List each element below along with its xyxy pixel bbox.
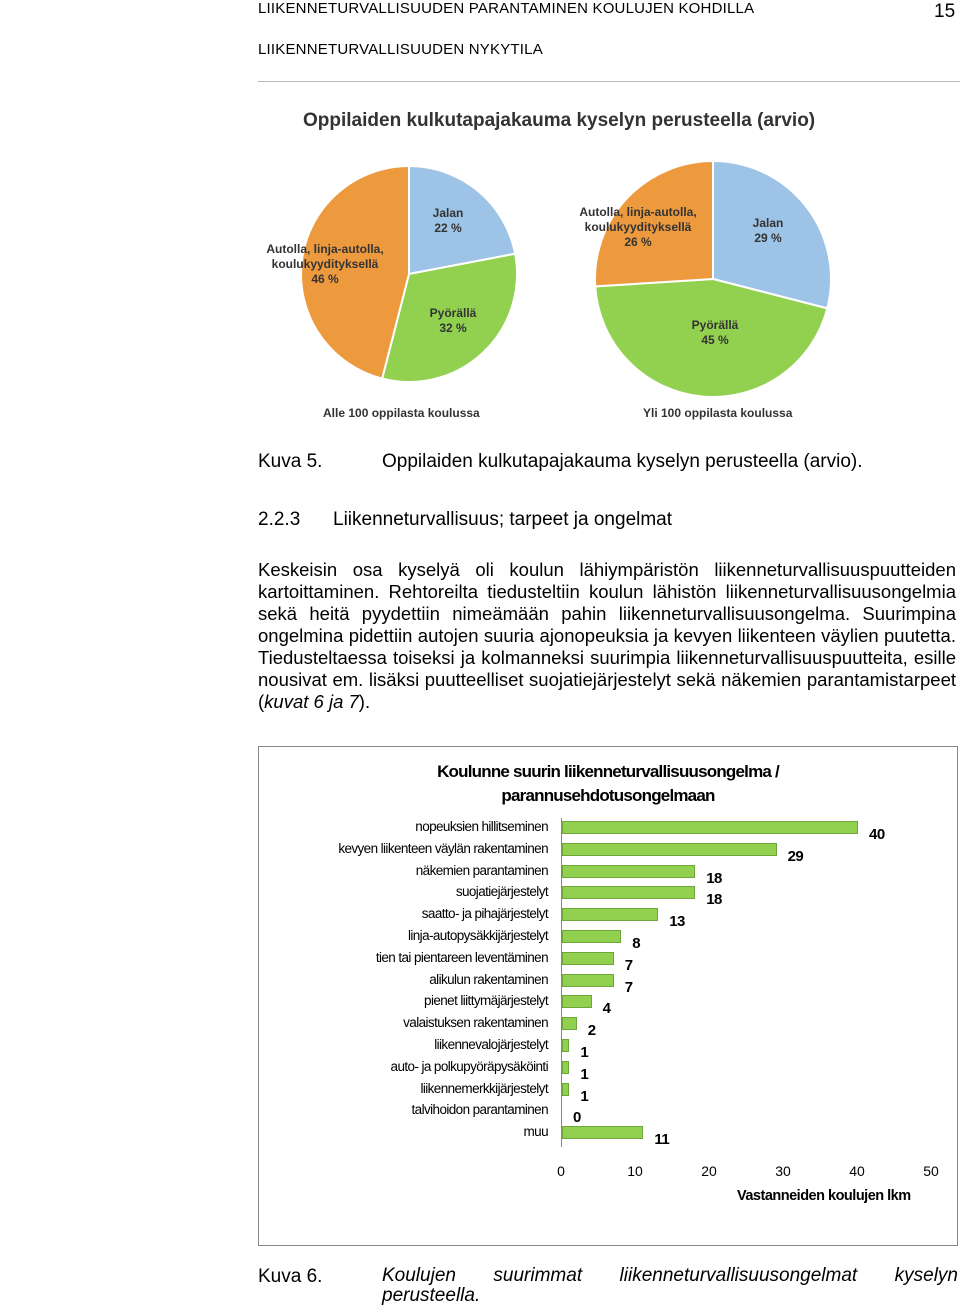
bar-value-label: 40 <box>869 826 885 843</box>
figure6-caption-text: Koulujen suurimmat liikenneturvallisuusongelmat kyselyn perusteella. <box>382 1265 958 1306</box>
bar-category-label: auto- ja polkupyöräpysäköinti <box>390 1058 548 1074</box>
pie2-label-jalan: Jalan 29 % <box>752 216 784 245</box>
bar-category-label: näkemien parantaminen <box>415 862 548 878</box>
bar-5 <box>562 930 621 943</box>
pie1-label-jalan: Jalan 22 % <box>432 206 464 235</box>
bar-value-label: 1 <box>580 1065 589 1083</box>
bar-category-label: pienet liittymäjärjestelyt <box>424 993 548 1009</box>
bar-value-label: 11 <box>654 1131 670 1149</box>
bar-category-label: muu <box>523 1124 548 1140</box>
bar-category-label: alikulun rakentaminen <box>429 971 548 987</box>
bar-3 <box>562 886 695 899</box>
pie1-label-pyoralla: Pyörällä 32 % <box>429 306 477 335</box>
section-number: 2.2.3 <box>258 509 301 530</box>
section-title: Liikenneturvallisuus; tarpeet ja ongelmat <box>333 509 673 530</box>
bar-category-label: talvihoidon parantaminen <box>411 1102 548 1118</box>
figure6-caption-number: Kuva 6. <box>258 1266 323 1287</box>
bar-value-label: 7 <box>624 978 633 996</box>
bar-6 <box>562 952 614 965</box>
bar-9 <box>562 1017 577 1030</box>
bar-10 <box>562 1039 569 1052</box>
pie-chart-large-schools <box>590 160 840 410</box>
bar-category-label: nopeuksien hillitseminen <box>415 819 548 834</box>
bar-2 <box>562 865 695 878</box>
bar-0 <box>562 821 858 834</box>
bar-value-label: 18 <box>706 869 722 887</box>
running-header-title: LIIKENNETURVALLISUUDEN PARANTAMINEN KOULUJEN KOHDILLA <box>258 0 755 17</box>
pie1-caption: Alle 100 oppilasta koulussa <box>323 406 480 420</box>
bar-value-label: 1 <box>580 1087 589 1105</box>
pie2-caption: Yli 100 oppilasta koulussa <box>643 406 793 420</box>
x-tick-label: 30 <box>775 1163 791 1179</box>
bar-category-label: kevyen liikenteen väylän rakentaminen <box>338 840 548 856</box>
bar-category-label: tien tai pientareen leventäminen <box>375 949 548 965</box>
x-tick-label: 40 <box>849 1163 865 1179</box>
x-tick-label: 0 <box>557 1163 565 1179</box>
x-tick-label: 10 <box>627 1163 643 1179</box>
bar-value-label: 4 <box>602 1000 611 1018</box>
bar-14 <box>562 1126 643 1139</box>
bar-value-label: 2 <box>587 1022 596 1040</box>
x-tick-label: 20 <box>701 1163 717 1179</box>
bar-value-label: 13 <box>669 913 685 931</box>
bar-1 <box>562 843 777 856</box>
body-paragraph: Keskeisin osa kyselyä oli koulun lähiympäristön liikenneturvallisuuspuutteiden kartoittaminen. Rehtoreilta tiedusteltiin koulun lähistön liikenneturvallisuusongelmia sekä heitä pyydettiin nimeämään pahin liikenneturvallisuusongelma. Suurimpina ongelmina pidettiin autojen suuria ajonopeuksia ja kevyen liikenteen väylien puutetta. Tiedusteltaessa toiseksi ja kolmanneksi suurimpia liikenneturvallisuuspuutteita, esille nousivat em. lisäksi puutteelliset suojatiejärjestelyt sekä näkemien parantamistarpeet (kuvat 6 ja 7). <box>258 559 956 712</box>
bar-category-label: linja-autopysäkkijärjestelyt <box>407 928 548 943</box>
bar-12 <box>562 1083 569 1096</box>
figure5-caption-number: Kuva 5. <box>258 451 323 472</box>
pie1-label-autolla: Autolla, linja-autolla, koulukyyditykseIlä 46 % <box>266 242 384 286</box>
page-number: 15 <box>934 1 956 22</box>
bar-value-label: 29 <box>787 847 804 865</box>
figure5-caption-text: Oppilaiden kulkutapajakauma kyselyn perusteella (arvio). <box>382 451 863 472</box>
bar-category-label: liikennevalojärjestelyt <box>434 1037 548 1052</box>
bar-value-label: 1 <box>580 1044 589 1061</box>
running-header-subtitle: LIIKENNETURVALLISUUDEN NYKYTILA <box>258 41 543 58</box>
bar-7 <box>562 974 614 987</box>
bar-category-label: valaistuksen rakentaminen <box>403 1015 548 1031</box>
pie2-label-autolla: Autolla, linja-autolla, koulukyydityksellä 26 % <box>579 205 697 249</box>
bar-value-label: 8 <box>632 935 641 952</box>
x-tick-label: 50 <box>923 1163 939 1179</box>
bar-chart-title: Koulunne suurin liikenneturvallisuusongelma / parannusehdotusongelmaan <box>437 762 779 805</box>
bar-value-label: 0 <box>573 1109 581 1127</box>
header-divider <box>258 81 960 82</box>
bar-value-label: 18 <box>706 891 722 909</box>
bar-8 <box>562 995 592 1008</box>
bar-category-label: liikennemerkkijärjestelyt <box>420 1080 548 1096</box>
bar-chart-x-axis-label: Vastanneiden koulujen lkm <box>737 1188 911 1204</box>
pie2-label-pyoralla: Pyörällä 45 % <box>691 318 739 347</box>
figure5-title: Oppilaiden kulkutapajakauma kyselyn perusteella (arvio) <box>303 110 816 131</box>
bar-11 <box>562 1061 569 1074</box>
bar-value-label: 7 <box>624 956 633 974</box>
bar-4 <box>562 908 658 921</box>
bar-category-label: suojatiejärjestelyt <box>455 884 548 900</box>
bar-category-label: saatto- ja pihajärjestelyt <box>421 906 548 922</box>
